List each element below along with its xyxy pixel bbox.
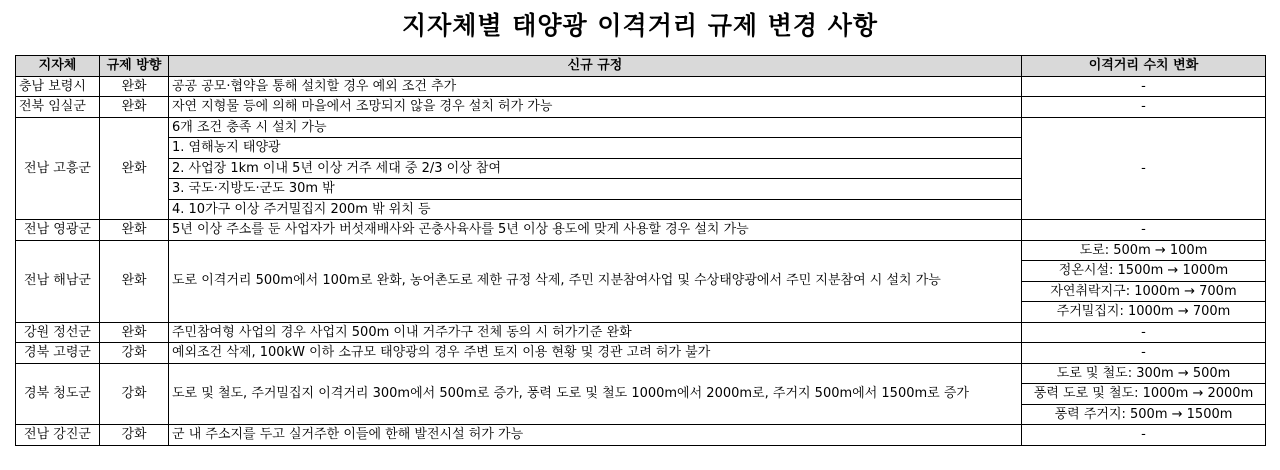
direction-cell: 강화: [100, 363, 169, 425]
rule-cell: 자연 지형물 등에 의해 마을에서 조망되지 않을 경우 설치 허가 가능: [169, 97, 1022, 118]
change-cell: 풍력 주거지: 500m → 1500m: [1022, 404, 1266, 425]
direction-cell: 완화: [100, 117, 169, 220]
rule-cell: 주민참여형 사업의 경우 사업지 500m 이내 거주가구 전체 동의 시 허가기준 완화: [169, 322, 1022, 343]
direction-cell: 강화: [100, 425, 169, 446]
change-cell: -: [1022, 425, 1266, 446]
table-row: [16, 117, 1266, 138]
table-row: [16, 97, 1266, 118]
rule-cell: 5년 이상 주소를 둔 사업자가 버섯재배사와 곤충사육사를 5년 이상 용도에 맞게 사용할 경우 설치 가능: [169, 220, 1022, 241]
regulation-table: [15, 55, 1266, 446]
direction-cell: 완화: [100, 76, 169, 97]
direction-cell: 완화: [100, 97, 169, 118]
region-cell: 경북 고령군: [16, 343, 100, 364]
direction-cell: 강화: [100, 343, 169, 364]
table-row: [16, 220, 1266, 241]
rule-cell: 공공 공모·협약을 통해 설치할 경우 예외 조건 추가: [169, 76, 1022, 97]
rule-cell: 도로 및 철도, 주거밀집지 이격거리 300m에서 500m로 증가, 풍력 도로 및 철도 1000m에서 2000m로, 주거지 500m에서 1500m로 증가: [169, 363, 1022, 425]
direction-cell: 완화: [100, 220, 169, 241]
header-rule: 신규 규정: [169, 56, 1022, 77]
table-row: [16, 322, 1266, 343]
table-row: [16, 343, 1266, 364]
region-cell: 전남 영광군: [16, 220, 100, 241]
change-cell: -: [1022, 76, 1266, 97]
rule-cell: 예외조건 삭제, 100kW 이하 소규모 태양광의 경우 주변 토지 이용 현황 및 경관 고려 허가 불가: [169, 343, 1022, 364]
header-direction: 규제 방향: [100, 56, 169, 77]
rule-cell: 군 내 주소지를 두고 실거주한 이들에 한해 발전시설 허가 가능: [169, 425, 1022, 446]
change-cell: 도로: 500m → 100m: [1022, 240, 1266, 261]
change-cell: -: [1022, 117, 1266, 220]
change-cell: -: [1022, 220, 1266, 241]
table-row: [16, 363, 1266, 384]
region-cell: 전남 강진군: [16, 425, 100, 446]
rule-cell: 2. 사업장 1km 이내 5년 이상 거주 세대 중 2/3 이상 참여: [169, 158, 1022, 179]
change-cell: -: [1022, 322, 1266, 343]
rule-cell: 6개 조건 충족 시 설치 가능: [169, 117, 1022, 138]
rule-cell: 4. 10가구 이상 주거밀집지 200m 밖 위치 등: [169, 199, 1022, 220]
change-cell: 주거밀집지: 1000m → 700m: [1022, 302, 1266, 323]
region-cell: 경북 청도군: [16, 363, 100, 425]
table-row: [16, 76, 1266, 97]
change-cell: 도로 및 철도: 300m → 500m: [1022, 363, 1266, 384]
table-row: [16, 240, 1266, 261]
header-region: 지자체: [16, 56, 100, 77]
region-cell: 전남 고흥군: [16, 117, 100, 220]
direction-cell: 완화: [100, 240, 169, 322]
table-header-row: [16, 56, 1266, 77]
region-cell: 전남 해남군: [16, 240, 100, 322]
region-cell: 강원 정선군: [16, 322, 100, 343]
region-cell: 충남 보령시: [16, 76, 100, 97]
rule-cell: 3. 국도·지방도·군도 30m 밖: [169, 179, 1022, 200]
change-cell: 풍력 도로 및 철도: 1000m → 2000m: [1022, 384, 1266, 405]
change-cell: 자연취락지구: 1000m → 700m: [1022, 281, 1266, 302]
region-cell: 전북 임실군: [16, 97, 100, 118]
direction-cell: 완화: [100, 322, 169, 343]
table-row: [16, 425, 1266, 446]
change-cell: -: [1022, 97, 1266, 118]
change-cell: -: [1022, 343, 1266, 364]
page-title: 지자체별 태양광 이격거리 규제 변경 사항: [401, 11, 879, 40]
header-change: 이격거리 수치 변화: [1022, 56, 1266, 77]
rule-cell: 도로 이격거리 500m에서 100m로 완화, 농어촌도로 제한 규정 삭제, 주민 지분참여사업 및 수상태양광에서 주민 지분참여 시 설치 가능: [169, 240, 1022, 322]
change-cell: 정온시설: 1500m → 1000m: [1022, 261, 1266, 282]
rule-cell: 1. 염해농지 태양광: [169, 138, 1022, 159]
